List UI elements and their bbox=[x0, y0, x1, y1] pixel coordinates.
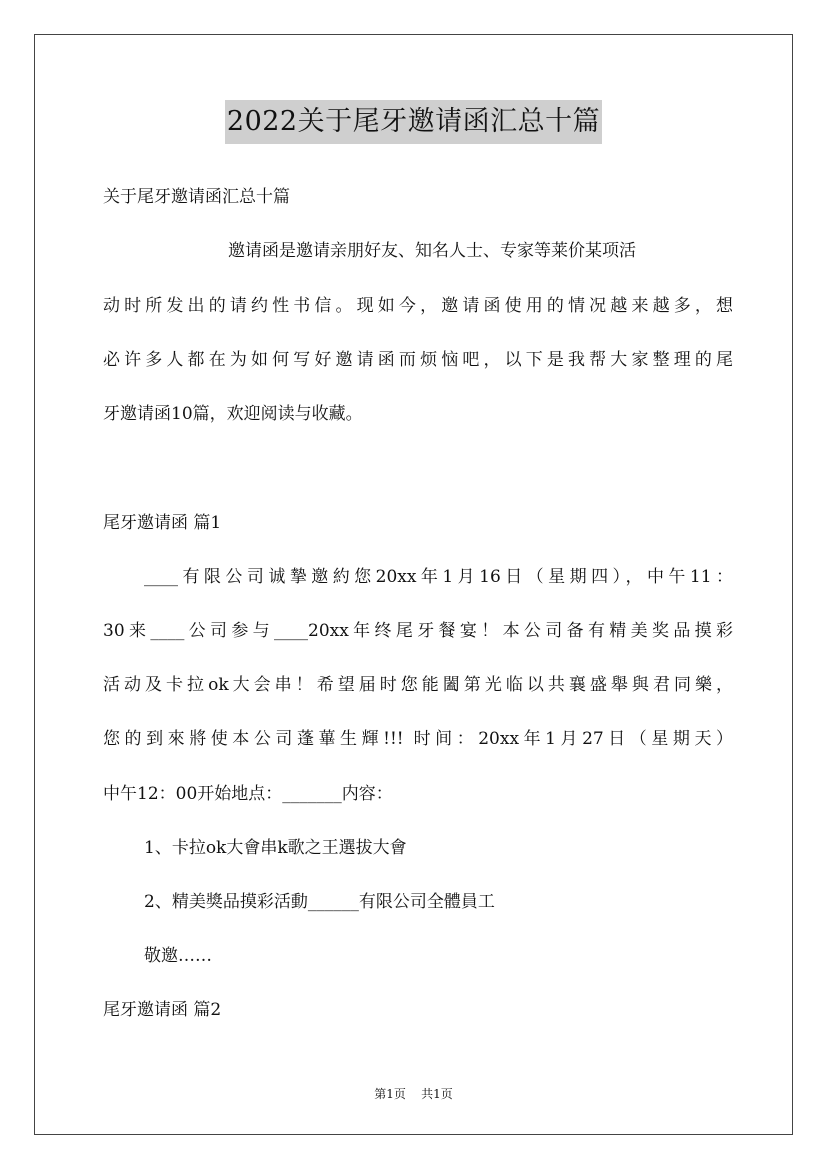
closing-text: 敬邀…… bbox=[144, 946, 212, 966]
page-number: 第1页 bbox=[374, 1087, 406, 1101]
section-heading: 尾牙邀请函 篇1 bbox=[103, 513, 222, 533]
section-heading: 尾牙邀请函 篇2 bbox=[103, 1000, 222, 1020]
title-container bbox=[0, 100, 827, 144]
body-line: 您的到來將使本公司蓬蓽生輝!!! 时间：20xx年1月27日（星期天） bbox=[103, 729, 733, 749]
list-item: 2、精美獎品摸彩活動______有限公司全體員工 bbox=[144, 892, 495, 912]
intro-line: 必许多人都在为如何写好邀请函而烦恼吧，以下是我帮大家整理的尾 bbox=[103, 350, 733, 370]
body-line: ____有限公司诚摯邀約您20xx年1月16日（星期四），中午11： bbox=[144, 567, 733, 587]
page-total: 共1页 bbox=[421, 1087, 453, 1101]
page-footer bbox=[0, 1085, 827, 1102]
body-line: 30来____公司参与____20xx年终尾牙餐宴！本公司备有精美奖品摸彩 bbox=[103, 621, 733, 641]
body-line: 中午12：00开始地点：_______内容： bbox=[103, 784, 393, 804]
list-item: 1、卡拉ok大會串k歌之王選拔大會 bbox=[144, 838, 407, 858]
body-line: 活动及卡拉ok大会串！希望届时您能闔第光临以共襄盛舉與君同樂， bbox=[103, 675, 733, 695]
intro-line: 牙邀请函10篇，欢迎阅读与收藏。 bbox=[103, 404, 363, 424]
document-title: 2022关于尾牙邀请函汇总十篇 bbox=[225, 100, 602, 144]
intro-line: 邀请函是邀请亲朋好友、知名人士、专家等莱价某项活 bbox=[228, 241, 636, 261]
intro-line: 动时所发出的请约性书信。现如今，邀请函使用的情况越来越多，想 bbox=[103, 296, 733, 316]
subtitle: 关于尾牙邀请函汇总十篇 bbox=[103, 187, 290, 207]
